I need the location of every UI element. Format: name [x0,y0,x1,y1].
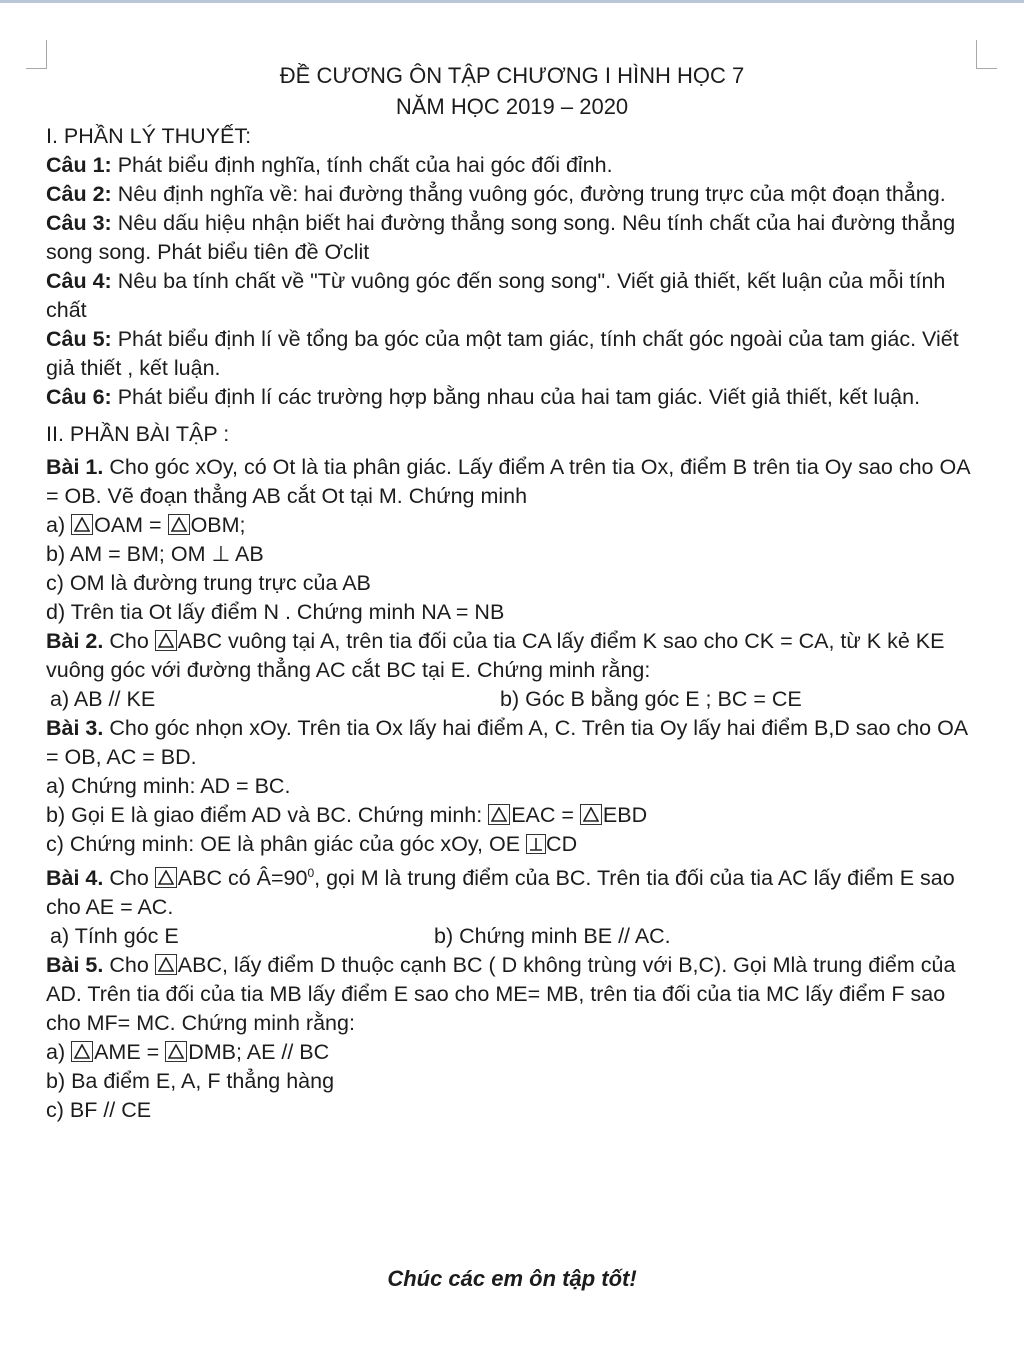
doc-title-line-1: ĐỀ CƯƠNG ÔN TẬP CHƯƠNG I HÌNH HỌC 7 [279,63,745,88]
exercise-4-parts [46,922,978,951]
doc-title-line-2: NĂM HỌC 2019 – 2020 [395,94,629,119]
triangle-icon [155,867,177,888]
closing-message: Chúc các em ôn tập tốt! [387,1266,637,1291]
triangle-icon [71,514,93,535]
exercise-3-a: a) Chứng minh: AD = BC. [46,774,291,798]
triangle-icon [165,1041,187,1062]
exercise-4: Bài 4. Cho ABC có $Â=90^0$, gọi M là trung điểm của BC. Trên tia đối của tia AC lấy điểm E sao cho AE = AC. [46,866,955,920]
triangle-icon [71,1041,93,1062]
exercise-2: Bài 2. Cho ABC vuông tại A, trên tia đối của tia CA lấy điểm K sao cho CK = CA, từ K kẻ KE vuông góc với đường thẳng AC cắt BC tại E. Chứng minh rằng: [46,629,945,682]
exercise-4-a: a) Tính góc E [50,924,179,949]
document-page [46,60,978,1125]
page-corner-mark-left [26,40,47,69]
exercise-3-c: c) Chứng minh: OE là phân giác của góc xOy, OE CD [46,832,578,856]
exercises-heading: II. PHẦN BÀI TẬP : [46,422,230,446]
exercise-3: Bài 3. Cho góc nhọn xOy. Trên tia Ox lấy hai điểm A, C. Trên tia Oy lấy hai điểm B,D sao cho OA = OB, AC = BD. [46,716,967,769]
exercise-1-c: c) OM là đường trung trực của AB [46,571,371,595]
exercise-5-a: a) AME = DMB; AE // BC [46,1040,330,1065]
exercise-2-a: a) AB // KE [50,687,156,711]
theory-heading: I. PHẦN LÝ THUYẾT: [46,124,252,148]
question-2: Câu 2: Nêu định nghĩa về: hai đường thẳng vuông góc, đường trung trực của một đoạn thẳng. [46,182,946,206]
triangle-icon [168,514,190,535]
exercise-2-parts [46,685,978,714]
question-1: Câu 1: Phát biểu định nghĩa, tính chất của hai góc đối đỉnh. [46,153,613,177]
triangle-icon [580,804,602,825]
triangle-icon [155,630,177,651]
exercise-5-b: b) Ba điểm E, A, F thẳng hàng [46,1069,335,1094]
exercise-1-d: d) Trên tia Ot lấy điểm N . Chứng minh NA = NB [46,600,505,624]
exercise-3-b: b) Gọi E là giao điểm AD và BC. Chứng minh: EAC = EBD [46,803,648,827]
triangle-icon [155,954,177,975]
perpendicular-icon [526,834,546,854]
question-5: Câu 5: Phát biểu định lí về tổng ba góc của một tam giác, tính chất góc ngoài của tam giác. Viết giả thiết , kết luận. [46,327,959,380]
question-6: Câu 6: Phát biểu định lí các trường hợp bằng nhau của hai tam giác. Viết giả thiết, kết luận. [46,385,921,409]
top-rule [0,0,1024,3]
exercise-4-b: b) Chứng minh BE // AC. [434,924,671,949]
exercise-5-c: c) BF // CE [46,1098,152,1123]
question-3: Câu 3: Nêu dấu hiệu nhận biết hai đường thẳng song song. Nêu tính chất của hai đường thẳng song song. Phát biểu tiên đề Ơclit [46,211,956,264]
question-4: Câu 4: Nêu ba tính chất về "Từ vuông góc đến song song". Viết giả thiết, kết luận của mỗi tính chất [46,269,946,322]
exercise-1-b: b) AM = BM; OM ⊥ AB [46,542,264,566]
exercise-1: Bài 1. Cho góc xOy, có Ot là tia phân giác. Lấy điểm A trên tia Ox, điểm B trên tia Oy sao cho OA = OB. Vẽ đoạn thẳng AB cắt Ot tại M. Chứng minh [46,455,970,508]
exercise-5: Bài 5. Cho ABC, lấy điểm D thuộc cạnh BC ( D không trùng với B,C). Gọi Mlà trung điểm của AD. Trên tia đối của tia MB lấy điểm E sao cho ME= MB, trên tia đối của tia MC lấy điểm F sao cho MF= MC. Chứng minh rằng: [46,953,956,1036]
page-corner-mark-right [976,40,997,69]
triangle-icon [488,804,510,825]
exercise-2-b: b) Góc B bằng góc E ; BC = CE [500,687,802,711]
exercise-1-a: a) OAM = OBM; [46,513,246,537]
